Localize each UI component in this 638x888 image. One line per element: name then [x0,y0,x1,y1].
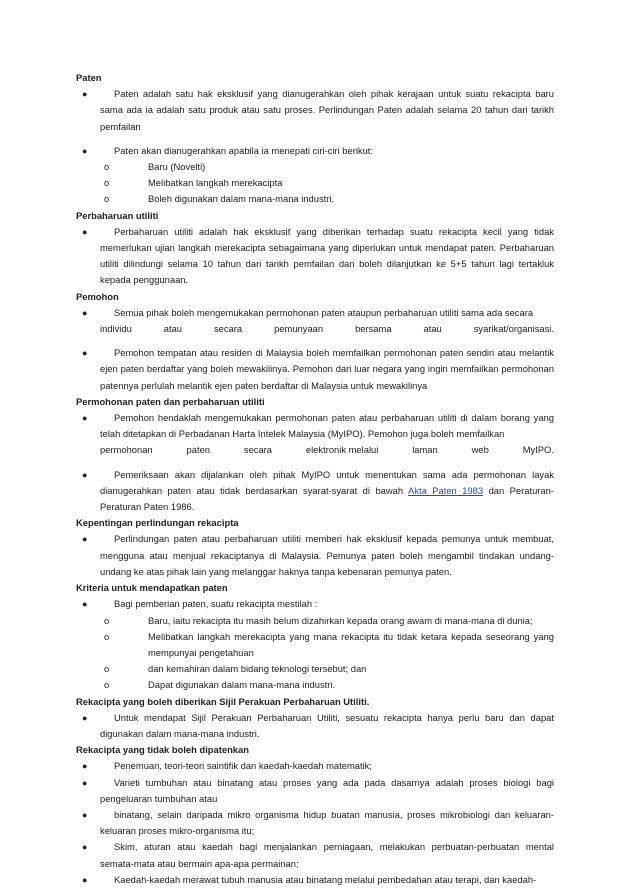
justified-line: permohonan paten secara elektronik melalui laman web MyIPO. [100,444,554,456]
bullet-icon: ● [82,842,88,853]
heading-paten: Paten [76,72,102,83]
list-item: ● Paten akan dianugerahkan apabila ia menepati ciri-ciri berikut: [76,143,554,159]
bullet-icon: ● [82,145,88,156]
bullet-icon: ● [82,348,88,359]
bullet-icon: ● [82,89,88,100]
heading-tidak-boleh: Rekacipta yang tidak boleh dipatenkan [76,744,249,756]
list-item: ● Pemohon hendaklah mengemukakan permohonan paten atau perbaharuan utiliti di dalam borang yang telah ditetapkan di Perbadanan Harta Intelek Malaysia (MyIPO). Pemohon juga boleh memfailkan [82,412,554,440]
justified-line: individu atau secara pemunyaan bersama atau syarikat/organisasi. [100,323,554,335]
document-page [76,70,554,888]
circle-bullet-icon: o [104,679,110,691]
bullet-icon: ● [82,534,88,545]
bullet-icon: ● [82,874,88,885]
sub-list-item: o Dapat digunakan dalam mana-mana industri. [76,677,554,693]
akta-paten-link[interactable]: Akta Paten 1983 [408,484,484,496]
sub-list-item: o Baru, iaitu rekacipta itu masih belum dizahirkan kepada orang awam di mana-mana di dunia; [76,613,554,629]
bullet-icon: ● [82,469,88,480]
list-item: ● Kaedah-kaedah merawat tubuh manusia atau binatang melalui pembedahan atau terapi, dan kaedah- [76,872,554,888]
circle-bullet-icon: o [104,161,110,173]
list-item: ● Skim, aturan atau kaedah bagi menjalankan perniagaan, melakukan perbuatan-perbuatan mental semata-mata atau bermain apa-apa permainan; [82,841,554,869]
list-item: ● Varieti tumbuhan atau binatang atau proses yang ada pada dasarnya adalah proses biologi bagi pengeluaran tumbuhan atau [82,776,554,804]
list-item: ● binatang, selain daripada mikro organisma hidup buatan manusia, proses mikrobiologi dan keluaran-keluaran proses mikro-organisma itu; [82,808,554,837]
circle-bullet-icon: o [104,630,110,642]
list-item: ● Pemeriksaan akan dijalankan oleh pihak MyIPO untuk menentukan sama ada permohonan layak dianugerahkan paten atau tidak berdasarkan syarat-syarat di bawah Akta Paten 1983 dan Peraturan-Peraturan Paten 1986. [82,468,554,513]
heading-kepentingan: Kepentingan perlindungan rekacipta [76,517,239,529]
circle-bullet-icon: o [104,663,110,675]
bullet-icon: ● [82,226,88,237]
sub-list-item: o dan kemahiran dalam bidang teknologi tersebut; dan [76,661,554,677]
list-item: ● Perlindungan paten atau perbaharuan utiliti memberi hak eksklusif kepada pemunya untuk membuat, mengguna atau menjual rekaciptanya di Malaysia. Pemunya paten boleh mengambil tindakan undang-undang ke atas pihak lain yang melanggar haknya tanpa kebenaran pemunya paten. [82,533,554,577]
heading-permohonan: Permohonan paten dan perbaharuan utiliti [76,395,265,407]
circle-bullet-icon: o [104,614,110,626]
heading-pemohon: Pemohon [76,290,119,302]
bullet-icon: ● [82,413,88,424]
heading-kriteria: Kriteria untuk mendapatkan paten [76,582,228,594]
list-item: ● Penemuan, teori-teori saintifik dan kaedah-kaedah matematik; [76,758,554,774]
heading-sijil: Rekacipta yang boleh diberikan Sijil Perakuan Perbaharuan Utiliti. [76,695,370,707]
sub-list-item: o Melibatkan langkah merekacipta [76,175,554,191]
circle-bullet-icon: o [104,177,110,189]
list-item: ● Untuk mendapat Sijil Perakuan Perbaharuan Utiliti, sesuatu rekacipta hanya perlu baru dan dapat digunakan dalam mana-mana industri. [82,711,554,739]
list-item: ● Bagi pemberian paten, suatu rekacipta mestilah : [76,596,554,612]
bullet-icon: ● [82,599,88,610]
list-item: ● Semua pihak boleh mengemukakan permohonan paten ataupun perbaharuan utiliti sama ada secara [76,305,554,321]
heading-perbaharuan: Perbaharuan utiliti [76,209,159,221]
sub-list-item: o Melibatkan langkah merekacipta yang mana rekacipta itu tidak ketara kepada seseorang yang mempunyai pengetahuan [104,630,554,658]
list-item: ● Pemohon tempatan atau residen di Malaysia boleh memfailkan permohonan paten sendiri atau melantik ejen paten berdaftar yang boleh mewakilinya. Pemohon dari luar negara yang ingin memfailkan permohonan patennya perlulah melantik ejen paten berdaftar di Malaysia untuk mewakilinya [82,347,554,391]
sub-list-item: o Baru (Novelti) [76,159,554,175]
bullet-icon: ● [82,761,88,772]
list-item: ● Perbaharuan utiliti adalah hak eksklusif yang diberikan terhadap suatu rekacipta kecil yang tidak memerlukan ujian langkah merekacipta sebagaimana yang diperlukan untuk mendapat paten. Perbaharuan utiliti dilindungi selama 10 tahun dari tarikh pemfailan dan boleh dilanjutkan ke 5+5 tahun lagi tertakluk kepada penggunaan. [82,225,554,286]
bullet-icon: ● [82,307,88,318]
circle-bullet-icon: o [104,193,110,205]
bullet-icon: ● [82,777,88,788]
list-item: ● Paten adalah satu hak eksklusif yang dianugerahkan oleh pihak kerajaan untuk suatu rekacipta baru sama ada ia adalah satu produk atau satu proses. Perlindungan Paten adalah selama 20 tahun dari tarikh pemfailan [82,88,554,132]
sub-list-item: o Boleh digunakan dalam mana-mana industri. [76,191,554,207]
bullet-icon: ● [82,809,88,820]
bullet-icon: ● [82,712,88,723]
